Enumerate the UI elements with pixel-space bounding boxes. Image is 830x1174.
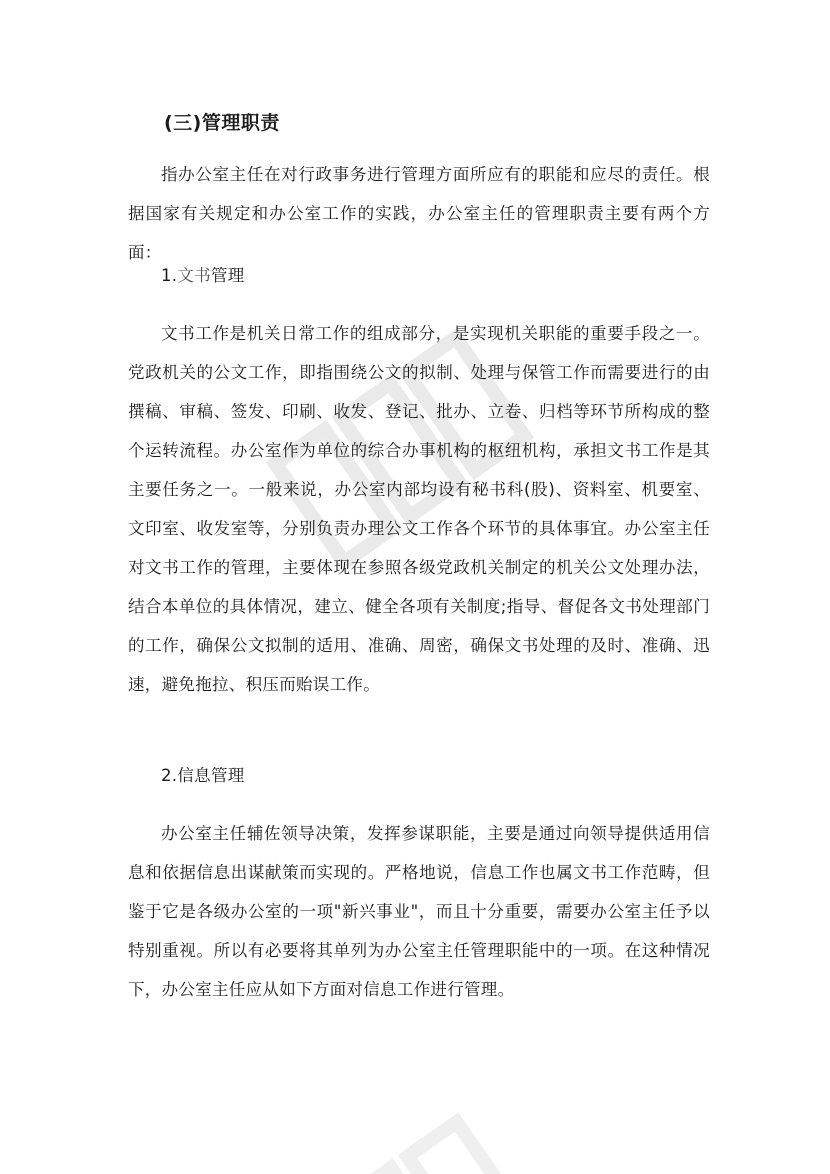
subsection-title: 信息管理: [177, 766, 245, 785]
subsection-number: 2.: [161, 766, 178, 785]
section-heading: (三)管理职责: [164, 112, 280, 134]
subsection-number: 1.: [161, 266, 178, 285]
subsection-title-document-management: [161, 256, 245, 295]
document-management-paragraph: 文书工作是机关日常工作的组成部分，是实现机关职能的重要手段之一。党政机关的公文工作，即指围绕公文的拟制、处理与保管工作而需要进行的由撰稿、审稿、签发、印刷、收发、登记、批办、立卷、归档等环节所构成的整个运转流程。办公室作为单位的综合办事机构的枢纽机构，承担文书工作是其主要任务之一。一般来说，办公室内部均设有秘书科(股)、资料室、机要室、文印室、收发室等，分别负责办理公文工作各个环节的具体事宜。办公室主任对文书工作的管理，主要体现在参照各级党政机关制定的机关公文处理办法，结合本单位的具体情况，建立、健全各项有关制度;指导、督促各文书处理部门的工作，确保公文拟制的适用、准确、周密，确保文书处理的及时、准确、迅速，避免拖拉、积压而贻误工作。: [128, 324, 710, 694]
watermark-logo-bottom: [300, 1050, 600, 1174]
intro-paragraph: 指办公室主任在对行政事务进行管理方面所应有的职能和应尽的责任。根据国家有关规定和办公室工作的实践，办公室主任的管理职责主要有两个方面：: [128, 165, 710, 262]
subsection-title-part2: 管理: [210, 266, 245, 285]
subsection-title-information-management: [161, 756, 245, 795]
information-management-paragraph: 办公室主任辅佐领导决策，发挥参谋职能，主要是通过向领导提供适用信息和依据信息出谋献策而实现的。严格地说，信息工作也属文书工作范畴，但鉴于它是各级办公室的一项"新兴事业"，而且十分重要，需要办公室主任予以特别重视。所以有必要将其单列为办公室主任管理职能中的一项。在这种情况下，办公室主任应从如下方面对信息工作进行管理。: [128, 824, 710, 999]
subsection-title-part1: 文书: [177, 266, 211, 285]
